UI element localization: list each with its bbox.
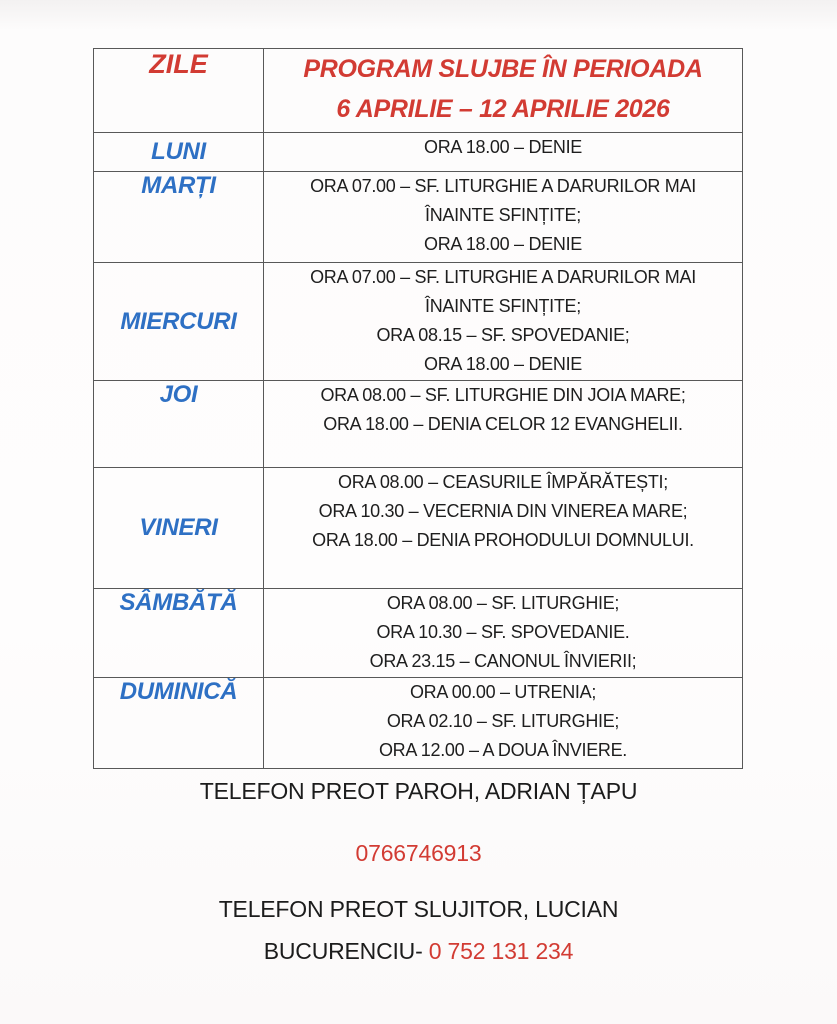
program-line: ORA 08.00 – CEASURILE ÎMPĂRĂTEȘTI;: [338, 472, 668, 492]
program-cell: [264, 468, 743, 589]
program-cell: [264, 172, 743, 263]
program-line: ORA 18.00 – DENIE: [424, 354, 582, 374]
program-line: ORA 18.00 – DENIA PROHODULUI DOMNULUI.: [312, 530, 694, 550]
day-cell: JOI: [94, 381, 264, 468]
program-line: ORA 07.00 – SF. LITURGHIE A DARURILOR MAI: [310, 267, 696, 287]
program-line: ORA 10.30 – VECERNIA DIN VINEREA MARE;: [318, 501, 688, 521]
header-title-line-1: PROGRAM SLUJBE ÎN PERIOADA: [303, 55, 703, 83]
day-cell: VINERI: [94, 468, 264, 589]
program-cell: [264, 263, 743, 381]
day-cell: MARȚI: [94, 172, 264, 263]
day-cell: LUNI: [94, 133, 264, 172]
table-row: [94, 468, 743, 589]
slujitor-phone-number: 0 752 131 234: [428, 938, 574, 964]
header-title-line-2: 6 APRILIE – 12 APRILIE 2026: [336, 95, 670, 123]
schedule-table: [93, 48, 743, 769]
program-cell: [264, 133, 743, 172]
slujitor-name: BUCURENCIU-: [263, 938, 423, 964]
table-row: [94, 133, 743, 172]
program-line: ORA 08.00 – SF. LITURGHIE;: [386, 593, 620, 613]
program-line: ORA 18.00 – DENIE: [424, 137, 582, 157]
program-line: ORA 10.30 – SF. SPOVEDANIE.: [376, 622, 630, 642]
table-header-row: [94, 49, 743, 133]
slujitor-phone-label: TELEFON PREOT SLUJITOR, LUCIAN: [218, 896, 619, 922]
program-line: ORA 02.10 – SF. LITURGHIE;: [386, 711, 620, 731]
program-line: ORA 08.00 – SF. LITURGHIE DIN JOIA MARE;: [320, 385, 686, 405]
program-line: ORA 18.00 – DENIE: [424, 234, 582, 254]
paroh-phone-label: TELEFON PREOT PAROH, ADRIAN ȚAPU: [199, 778, 638, 804]
day-cell: DUMINICĂ: [94, 678, 264, 769]
header-days-column-title: ZILE: [94, 49, 264, 133]
table-row: [94, 172, 743, 263]
day-cell: MIERCURI: [94, 263, 264, 381]
slujitor-phone-line: [0, 938, 837, 965]
program-cell: [264, 678, 743, 769]
program-line: ORA 07.00 – SF. LITURGHIE A DARURILOR MAI: [310, 176, 696, 196]
schedule-table-wrap: [93, 48, 742, 769]
program-line: ÎNAINTE SFINȚITE;: [425, 205, 581, 225]
table-row: [94, 678, 743, 769]
program-cell: [264, 381, 743, 468]
header-program-title: [264, 49, 743, 133]
program-line: ORA 08.15 – SF. SPOVEDANIE;: [376, 325, 630, 345]
program-line: ÎNAINTE SFINȚITE;: [425, 296, 581, 316]
table-row: [94, 263, 743, 381]
day-cell: SÂMBĂTĂ: [94, 589, 264, 678]
program-line: ORA 00.00 – UTRENIA;: [409, 682, 597, 702]
paroh-phone-number: 0766746913: [355, 840, 482, 866]
table-row: [94, 381, 743, 468]
program-line: ORA 18.00 – DENIA CELOR 12 EVANGHELII.: [323, 414, 683, 434]
program-cell: [264, 589, 743, 678]
schedule-rows: [94, 133, 743, 769]
program-line: ORA 23.15 – CANONUL ÎNVIERII;: [369, 651, 637, 671]
program-line: ORA 12.00 – A DOUA ÎNVIERE.: [378, 740, 628, 760]
table-row: [94, 589, 743, 678]
